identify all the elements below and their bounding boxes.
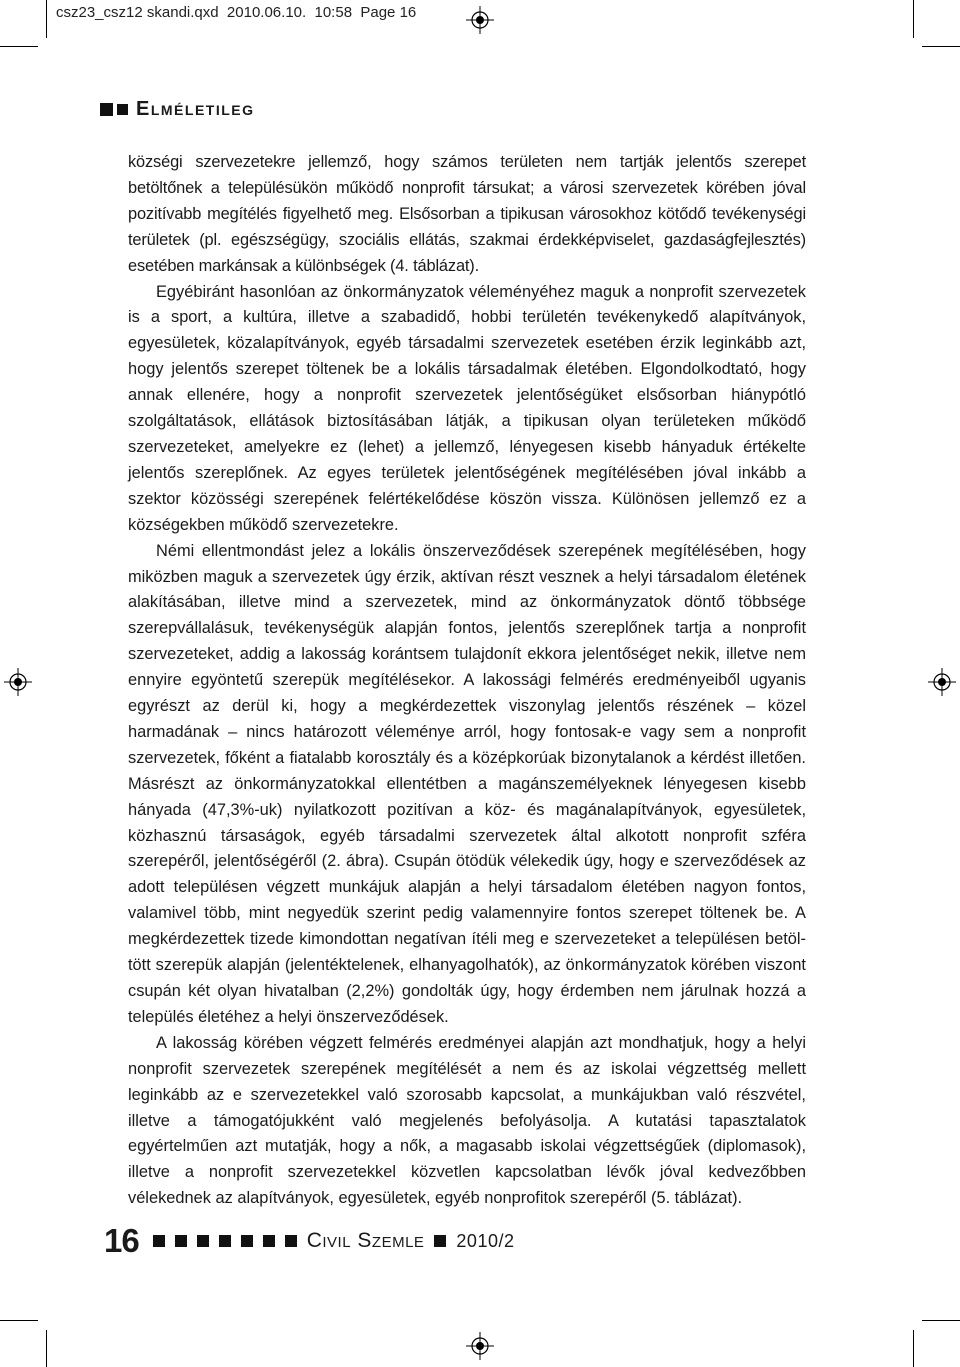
footer-square-icon — [263, 1235, 275, 1247]
footer-square-icon — [285, 1235, 297, 1247]
journal-issue: 2010/2 — [456, 1230, 515, 1251]
registration-mark-left-icon — [4, 668, 32, 696]
crop-mark-bottom-right-h — [922, 1320, 960, 1321]
crop-mark-bottom-right — [913, 1330, 914, 1367]
crop-mark-top-left — [46, 0, 47, 38]
section-heading — [100, 98, 255, 121]
footer-square-icon — [197, 1235, 209, 1247]
section-title: Elméletileg — [136, 98, 255, 120]
registration-mark-right-icon — [928, 668, 956, 696]
file-slug: csz23_csz12 skandi.qxd 2010.06.10. 10:58 Page 16 — [56, 4, 417, 21]
registration-mark-bottom-icon — [466, 1332, 494, 1360]
heading-square-small-icon — [117, 104, 128, 115]
crop-mark-bottom-left — [46, 1330, 47, 1367]
article-body — [128, 150, 806, 1212]
footer-square-icon — [153, 1235, 165, 1247]
page-number: 16 — [104, 1222, 139, 1259]
footer-square-icon — [241, 1235, 253, 1247]
paragraph: Némi ellentmondást jelez a lokális önszerveződések szerepének megítélésében, hogy miközben maguk a szervezetek úgy érzik, aktívan részt vesznek a helyi társadalom életének alakításában, illetve mind a szervezetek, mind az önkormányzatok döntő többsége szerepvállalásuk, tevékenységük alapján fontos, jelentős szereplőnek tartja a nonprofit szervezeteket, addig a lakosság korántsem tulajdonít ekkora jelentőséget nekik, illetve nem ennyire egyöntetű szerepük megítélésekor. A lakossági felmérés eredményeiből ugyanis egyrészt az derül ki, hogy a megkérdezettek viszonylag jelentős részének – közel harmadának – nincs határozott véleménye arról, hogy fontosak-e vagy sem a nonprofit szervezetek, főként a fiatalabb korosztály és a középkorúak bizonytalanok a kérdést illetően. Másrészt az önkormányzatokkal ellentétben a magánszemélyeknek lényegesen kisebb hányada (47,3%-uk) nyilatkozott pozitívan a köz- és magánalapítványok, egyesületek, közhasznú társaságok, egyéb társadalmi szervezetek által alkotott nonprofit szféra szerepéről, jelentőségéről (2. ábra). Csupán ötödük vélekedik úgy, hogy e szerveződések az adott településen végzett munkájuk alapján a helyi társadalom életében nagyon fontos, valamivel több, mint negyedük szerint pedig valamennyire fontos szerepet töltenek be. A megkérdezettek tizede kimondottan negatívan ítéli meg e szervezeteket a településen betöltött szerepük alapján (jelentéktelenek, elhanyagolhatók), az önkormányzatok körében viszont csupán két olyan hivatalban (2,2%) gondolták úgy, hogy érdemben nem járulnak hozzá a település életéhez a helyi önszerveződések. — [128, 541, 806, 1026]
crop-mark-top-left-h — [0, 46, 38, 47]
heading-square-large-icon — [100, 103, 113, 116]
paragraph: Egyébiránt hasonlóan az önkormányzatok véleményéhez maguk a nonprofit szervezetek is a sport, a kultúra, illetve a szabadidő, hobbi területén tevékenykedő alapítványok, egyesületek, közalapítványok, egyéb társadalmi szervezetek esetében érzik leginkább azt, hogy jelentős szerepet töltenek be a lokális társadalmak életében. Elgondolkodtató, hogy annak ellenére, hogy a nonprofit szervezetek jelentőségüket elsősorban hiánypótló szolgáltatások, ellátások biztosításában látják, a tipikusan olyan területeken működő szervezeteket, amelyekre ez (lehet) a jellemző, lényegesen kisebb hányaduk értékelte jelentős szereplőnek. Az egyes területek jelentőségének megítélésében jóval inkább a szektor közösségi szerepének felértékelődése köszön vissza. Különösen jellemző ez a községekben működő szervezetekre. — [128, 282, 806, 534]
footer-square-icon — [175, 1235, 187, 1247]
journal-title: Civil Szemle — [306, 1229, 425, 1252]
page-footer — [104, 1222, 514, 1260]
footer-square-icon — [434, 1235, 446, 1247]
crop-mark-top-right — [913, 0, 914, 38]
paragraph: községi szervezetekre jellemző, hogy számos területen nem tartják jelentős szerepet betöltőnek a településükön működő nonprofit társukat; a városi szervezetek körében jóval pozitívabb megítélés figyelhető meg. Elsősorban a tipikusan városokhoz kötődő tevékenységi területek (pl. egészségügy, szociális ellátás, szakmai érdekképviselet, gazdaságfejlesztés) esetében markánsak a különbségek (4. táblázat). — [128, 153, 806, 275]
footer-square-icon — [219, 1235, 231, 1247]
paragraph: A lakosság körében végzett felmérés eredményei alapján azt mondhatjuk, hogy a helyi nonprofit szervezetek szerepének megítélését a nem és az iskolai végzettség mellett leginkább az e szervezetekkel való szorosabb kapcsolat, a munkájukban való részvétel, illetve a támogatójukként való megjelenés befolyásolja. A kutatási tapasztalatok egyértelműen azt mutatják, hogy a nők, a magasabb iskolai végzettségűek (diplomasok), illetve a nonprofit szervezetekkel közvetlen kapcsolatban lévők jóval kedvezőbben vélekednek az alapítványok, egyesületek, egyéb nonprofitok szerepéről (5. táblázat). — [128, 1033, 806, 1208]
crop-mark-bottom-left-h — [0, 1320, 38, 1321]
registration-mark-top-icon — [466, 6, 494, 34]
crop-mark-top-right-h — [922, 46, 960, 47]
